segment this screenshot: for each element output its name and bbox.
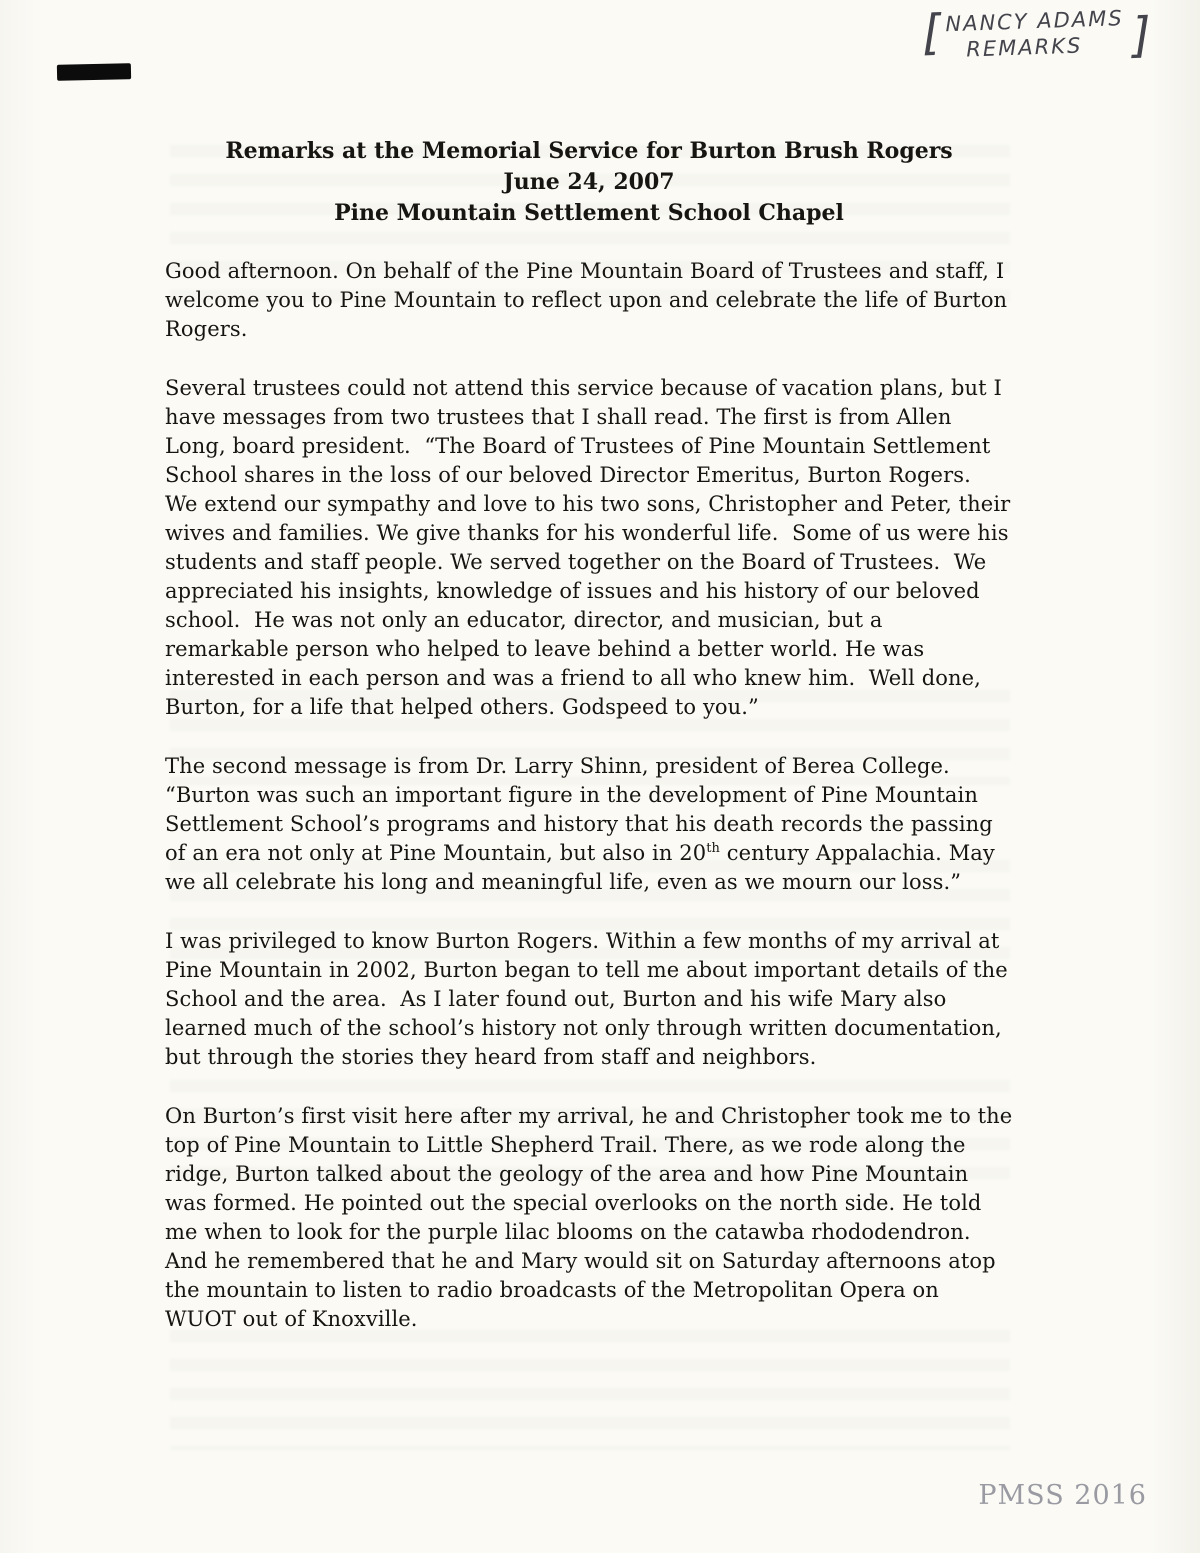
- paragraph-larry-shinn-message: [165, 752, 1013, 897]
- annotation-bracket-open: [: [920, 4, 942, 62]
- paragraph-privileged-to-know: I was privileged to know Burton Rogers. Within a few months of my arrival at Pine Mountain in 2002, Burton began to tell me about important details of the School and the area. As I later found out, Burton and his wife Mary also learned much of the school’s history not only through written documentation, but through the stories they heard from staff and neighbors.: [165, 929, 1015, 1069]
- bleed-through-text: [170, 1330, 1010, 1450]
- paragraph-allen-long-message: Several trustees could not attend this service because of vacation plans, but I have messages from two trustees that I shall read. The first is from Allen Long, board president. “The Board of Trustees of Pine Mountain Settlement School shares in the loss of our beloved Director Emeritus, Burton Rogers. We extend our sympathy and love to his two sons, Christopher and Peter, their wives and families. We give thanks for his wonderful life. Some of us were his students and staff people. We served together on the Board of Trustees. We appreciated his insights, knowledge of issues and his history of our beloved school. He was not only an educator, director, and musician, but a remarkable person who helped to leave behind a better world. He was interested in each person and was a friend to all who knew him. Well done, Burton, for a life that helped others. Godspeed to you.”: [165, 376, 1018, 719]
- paragraph-text: The second message is from Dr. Larry Shinn, president of Berea College. “Burton was such an important figure in the development of Pine Mountain Settlement School’s programs and history that his death records the passing of an era not only at Pine Mountain, but also in 20: [165, 754, 1000, 865]
- paragraph-text: century Appalachia. May we all celebrate his long and meaningful life, even as we mourn our loss.”: [165, 841, 1002, 894]
- annotation-lines: [945, 1, 1125, 63]
- title-line-1: Remarks at the Memorial Service for Burton Brush Rogers: [225, 138, 953, 164]
- annotation-line-1: NANCY ADAMS: [944, 6, 1125, 37]
- paragraph-greeting: Good afternoon. On behalf of the Pine Mountain Board of Trustees and staff, I welcome you to Pine Mountain to reflect upon and celebrate the life of Burton Rogers.: [165, 259, 1014, 341]
- watermark: PMSS 2016: [978, 1480, 1147, 1511]
- scan-artifact-mark: [57, 63, 131, 81]
- title-line-3: Pine Mountain Settlement School Chapel: [334, 200, 844, 226]
- handwritten-annotation: [921, 0, 1157, 64]
- annotation-bracket-close: ]: [1131, 6, 1152, 64]
- annotation-line-2: REMARKS: [965, 33, 1083, 62]
- document-body: [165, 136, 1020, 1334]
- document-title: [165, 136, 1013, 229]
- title-line-2: June 24, 2007: [503, 169, 675, 195]
- superscript-ordinal: th: [706, 841, 720, 856]
- paragraph-first-visit: On Burton’s first visit here after my arrival, he and Christopher took me to the top of Pine Mountain to Little Shepherd Trail. There, as we rode along the ridge, Burton talked about the geology of the area and how Pine Mountain was formed. He pointed out the special overlooks on the north side. He told me when to look for the purple lilac blooms on the catawba rhododendron. And he remembered that he and Mary would sit on Saturday afternoons atop the mountain to listen to radio broadcasts of the Metropolitan Opera on WUOT out of Knoxville.: [165, 1104, 1020, 1331]
